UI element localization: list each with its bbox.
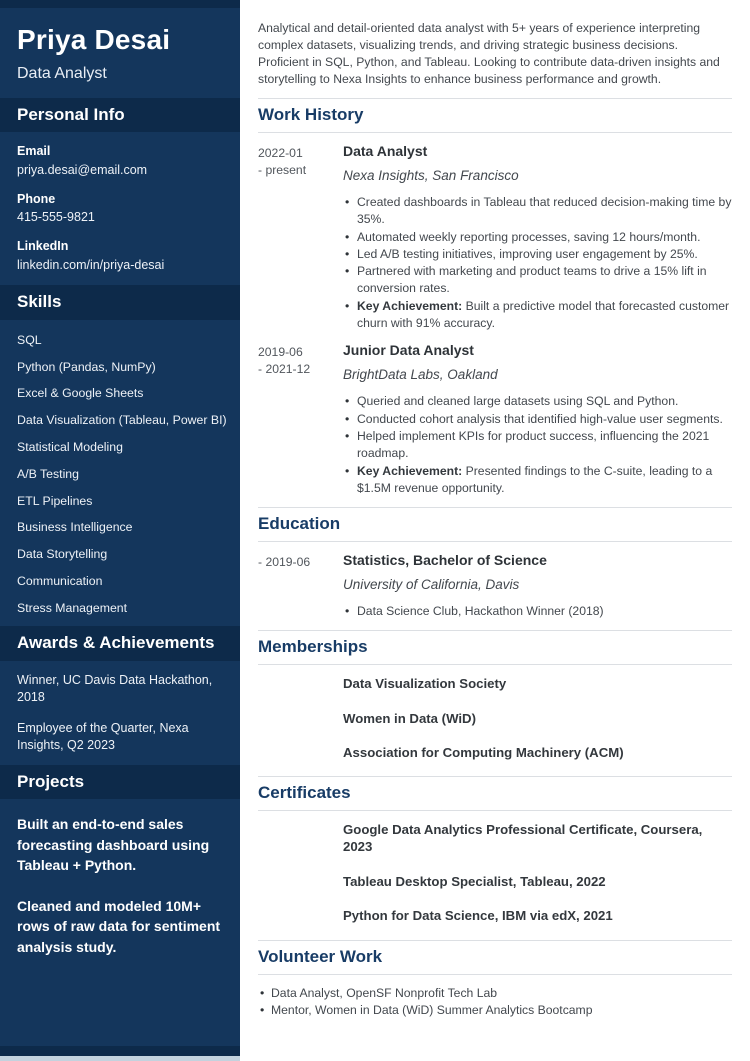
- personal-info-heading: Personal Info: [0, 98, 240, 133]
- memberships-header: [258, 630, 732, 665]
- bullet-bold-prefix: Key Achievement:: [357, 463, 463, 478]
- job-title: Junior Data Analyst: [343, 342, 474, 359]
- volunteer-item: • Data Analyst, OpenSF Nonprofit Tech Lab: [258, 985, 732, 1003]
- award-item: Winner, UC Davis Data Hackathon, 2018: [17, 672, 213, 705]
- certificates-section: [258, 776, 732, 925]
- job-date-end: - present: [258, 163, 307, 177]
- sidebar-top-band: [0, 0, 240, 8]
- bullet-text: Built a predictive model that forecasted customer churn with 91% accuracy.: [357, 298, 730, 331]
- bullet-text: Presented findings to the C-suite, leading to a $1.5M revenue opportunity.: [357, 463, 713, 495]
- job-date-end: - 2021-12: [258, 362, 311, 377]
- projects-list: [0, 799, 240, 987]
- volunteer-item: • Mentor, Women in Data (WiD) Summer Analytics Bootcamp: [258, 1002, 732, 1020]
- bullet-text: Automated weekly reporting processes, saving 12 hours/month.: [357, 229, 701, 244]
- job-bullet-list: [343, 194, 732, 332]
- bullet-text: Conducted cohort analysis that identified high-value user segments.: [357, 411, 723, 426]
- certificate-item: Google Data Analytics Professional Certificate, Coursera, 2023: [343, 821, 703, 855]
- projects-heading: Projects: [0, 765, 240, 800]
- skill-item: Communication: [17, 573, 103, 588]
- job-bullet: [343, 263, 732, 298]
- work-history-section: [258, 98, 732, 497]
- certificate-item: Python for Data Science, IBM via edX, 2021: [343, 908, 613, 924]
- membership-item: Data Visualization Society: [343, 676, 507, 692]
- person-name: Priya Desai: [17, 24, 171, 55]
- job-entry: [258, 143, 732, 332]
- email-label: Email: [17, 144, 51, 159]
- skill-item: Python (Pandas, NumPy): [17, 359, 156, 374]
- memberships-list: [258, 675, 732, 762]
- sidebar-bottom: [0, 1046, 240, 1061]
- job-bullet: [343, 246, 732, 263]
- resume-sidebar: [0, 0, 240, 1061]
- volunteer-section: [258, 940, 732, 1020]
- email-field: [17, 145, 223, 178]
- skill-item: SQL: [17, 332, 42, 347]
- certificate-item: Tableau Desktop Specialist, Tableau, 2022: [343, 873, 606, 889]
- bullet-text: Data Science Club, Hackathon Winner (2018): [357, 604, 604, 619]
- awards-heading: Awards & Achievements: [0, 626, 240, 661]
- membership-item: Association for Computing Machinery (ACM): [343, 745, 624, 761]
- phone-value: 415-555-9821: [17, 210, 95, 225]
- bullet-text: Led A/B testing initiatives, improving user engagement by 25%.: [357, 246, 698, 261]
- education-dates: [258, 552, 343, 620]
- job-bullet: [343, 411, 732, 428]
- skill-item: Data Storytelling: [17, 547, 108, 562]
- job-title: Data Analyst: [343, 143, 428, 159]
- certificates-title: Certificates: [258, 782, 351, 802]
- resume-main-column: [240, 0, 750, 1020]
- page-bottom-strip: [0, 1056, 240, 1061]
- linkedin-value: linkedin.com/in/priya-desai: [17, 257, 165, 272]
- education-details: [343, 552, 732, 620]
- skill-item: Statistical Modeling: [17, 439, 123, 454]
- bullet-text: Created dashboards in Tableau that reduced decision-making time by 35%.: [357, 195, 732, 227]
- job-bullet: [343, 229, 732, 246]
- job-company: BrightData Labs, Oakland: [343, 367, 498, 383]
- phone-label: Phone: [17, 191, 56, 206]
- job-details: [343, 342, 732, 497]
- membership-item: Women in Data (WiD): [343, 710, 476, 726]
- phone-field: [17, 193, 223, 226]
- skill-item: Stress Management: [17, 600, 128, 615]
- job-company: Nexa Insights, San Francisco: [343, 168, 519, 183]
- job-dates: [258, 143, 343, 332]
- education-title: Education: [258, 514, 341, 534]
- volunteer-title: Volunteer Work: [258, 946, 383, 966]
- bullet-text: Queried and cleaned large datasets using SQL and Python.: [357, 394, 679, 409]
- professional-summary: Analytical and detail-oriented data analyst with 5+ years of experience interpreting complex datasets, visualizing trends, and driving strategic business decisions. Proficient in SQL, Python, and Tableau. Looking to contribute data-driven insights and storytelling to Nexa Insights to enhance business performance and growth.: [258, 21, 720, 86]
- memberships-section: [258, 630, 732, 762]
- volunteer-list: [258, 985, 732, 1020]
- job-bullet-key-achievement: [343, 463, 732, 498]
- education-section: [258, 507, 732, 620]
- award-item: Employee of the Quarter, Nexa Insights, Q2 2023: [17, 720, 189, 753]
- certificates-list: [258, 821, 732, 925]
- education-header: [258, 507, 732, 542]
- job-bullet: [343, 393, 732, 410]
- linkedin-label: LinkedIn: [17, 238, 69, 253]
- work-history-title: Work History: [258, 105, 364, 124]
- job-bullet: [343, 194, 732, 229]
- bullet-text: Helped implement KPIs for product success, influencing the 2021 roadmap.: [357, 428, 710, 461]
- personal-info-group: [0, 132, 240, 285]
- job-entry: [258, 342, 732, 497]
- job-details: [343, 143, 732, 332]
- person-job-title: Data Analyst: [17, 65, 107, 83]
- education-date: - 2019-06: [258, 555, 311, 570]
- linkedin-field: [17, 240, 223, 273]
- education-bullet-list: [343, 603, 732, 620]
- skill-item: Data Visualization (Tableau, Power BI): [17, 413, 227, 428]
- job-dates: [258, 342, 343, 497]
- memberships-title: Memberships: [258, 637, 368, 657]
- education-school: University of California, Davis: [343, 577, 520, 593]
- project-item: Built an end-to-end sales forecasting dashboard using Tableau + Python.: [17, 816, 210, 874]
- skill-item: Excel & Google Sheets: [17, 386, 144, 401]
- job-bullet-key-achievement: [343, 298, 732, 333]
- skill-item: Business Intelligence: [17, 520, 133, 535]
- job-bullet-list: [343, 393, 732, 497]
- sidebar-bottom-band: [0, 1046, 240, 1056]
- skill-item: ETL Pipelines: [17, 493, 93, 508]
- skill-item: A/B Testing: [17, 466, 79, 481]
- education-bullet: [343, 603, 732, 620]
- skills-list: [0, 320, 240, 626]
- bullet-bold-prefix: Key Achievement:: [357, 298, 463, 313]
- project-item: Cleaned and modeled 10M+ rows of raw data for sentiment analysis study.: [17, 897, 221, 955]
- name-block: [0, 8, 240, 98]
- education-degree: Statistics, Bachelor of Science: [343, 552, 547, 569]
- certificates-header: [258, 776, 732, 811]
- job-date-start: 2019-06: [258, 345, 303, 360]
- skills-heading: Skills: [0, 285, 240, 320]
- awards-list: [0, 661, 240, 765]
- volunteer-header: [258, 940, 732, 975]
- work-history-header: [258, 98, 732, 133]
- email-value: priya.desai@email.com: [17, 162, 148, 177]
- education-entry: [258, 552, 732, 620]
- job-date-start: 2022-01: [258, 146, 303, 160]
- bullet-text: Partnered with marketing and product teams to drive a 15% lift in conversion rates.: [357, 264, 707, 296]
- job-bullet: [343, 428, 732, 463]
